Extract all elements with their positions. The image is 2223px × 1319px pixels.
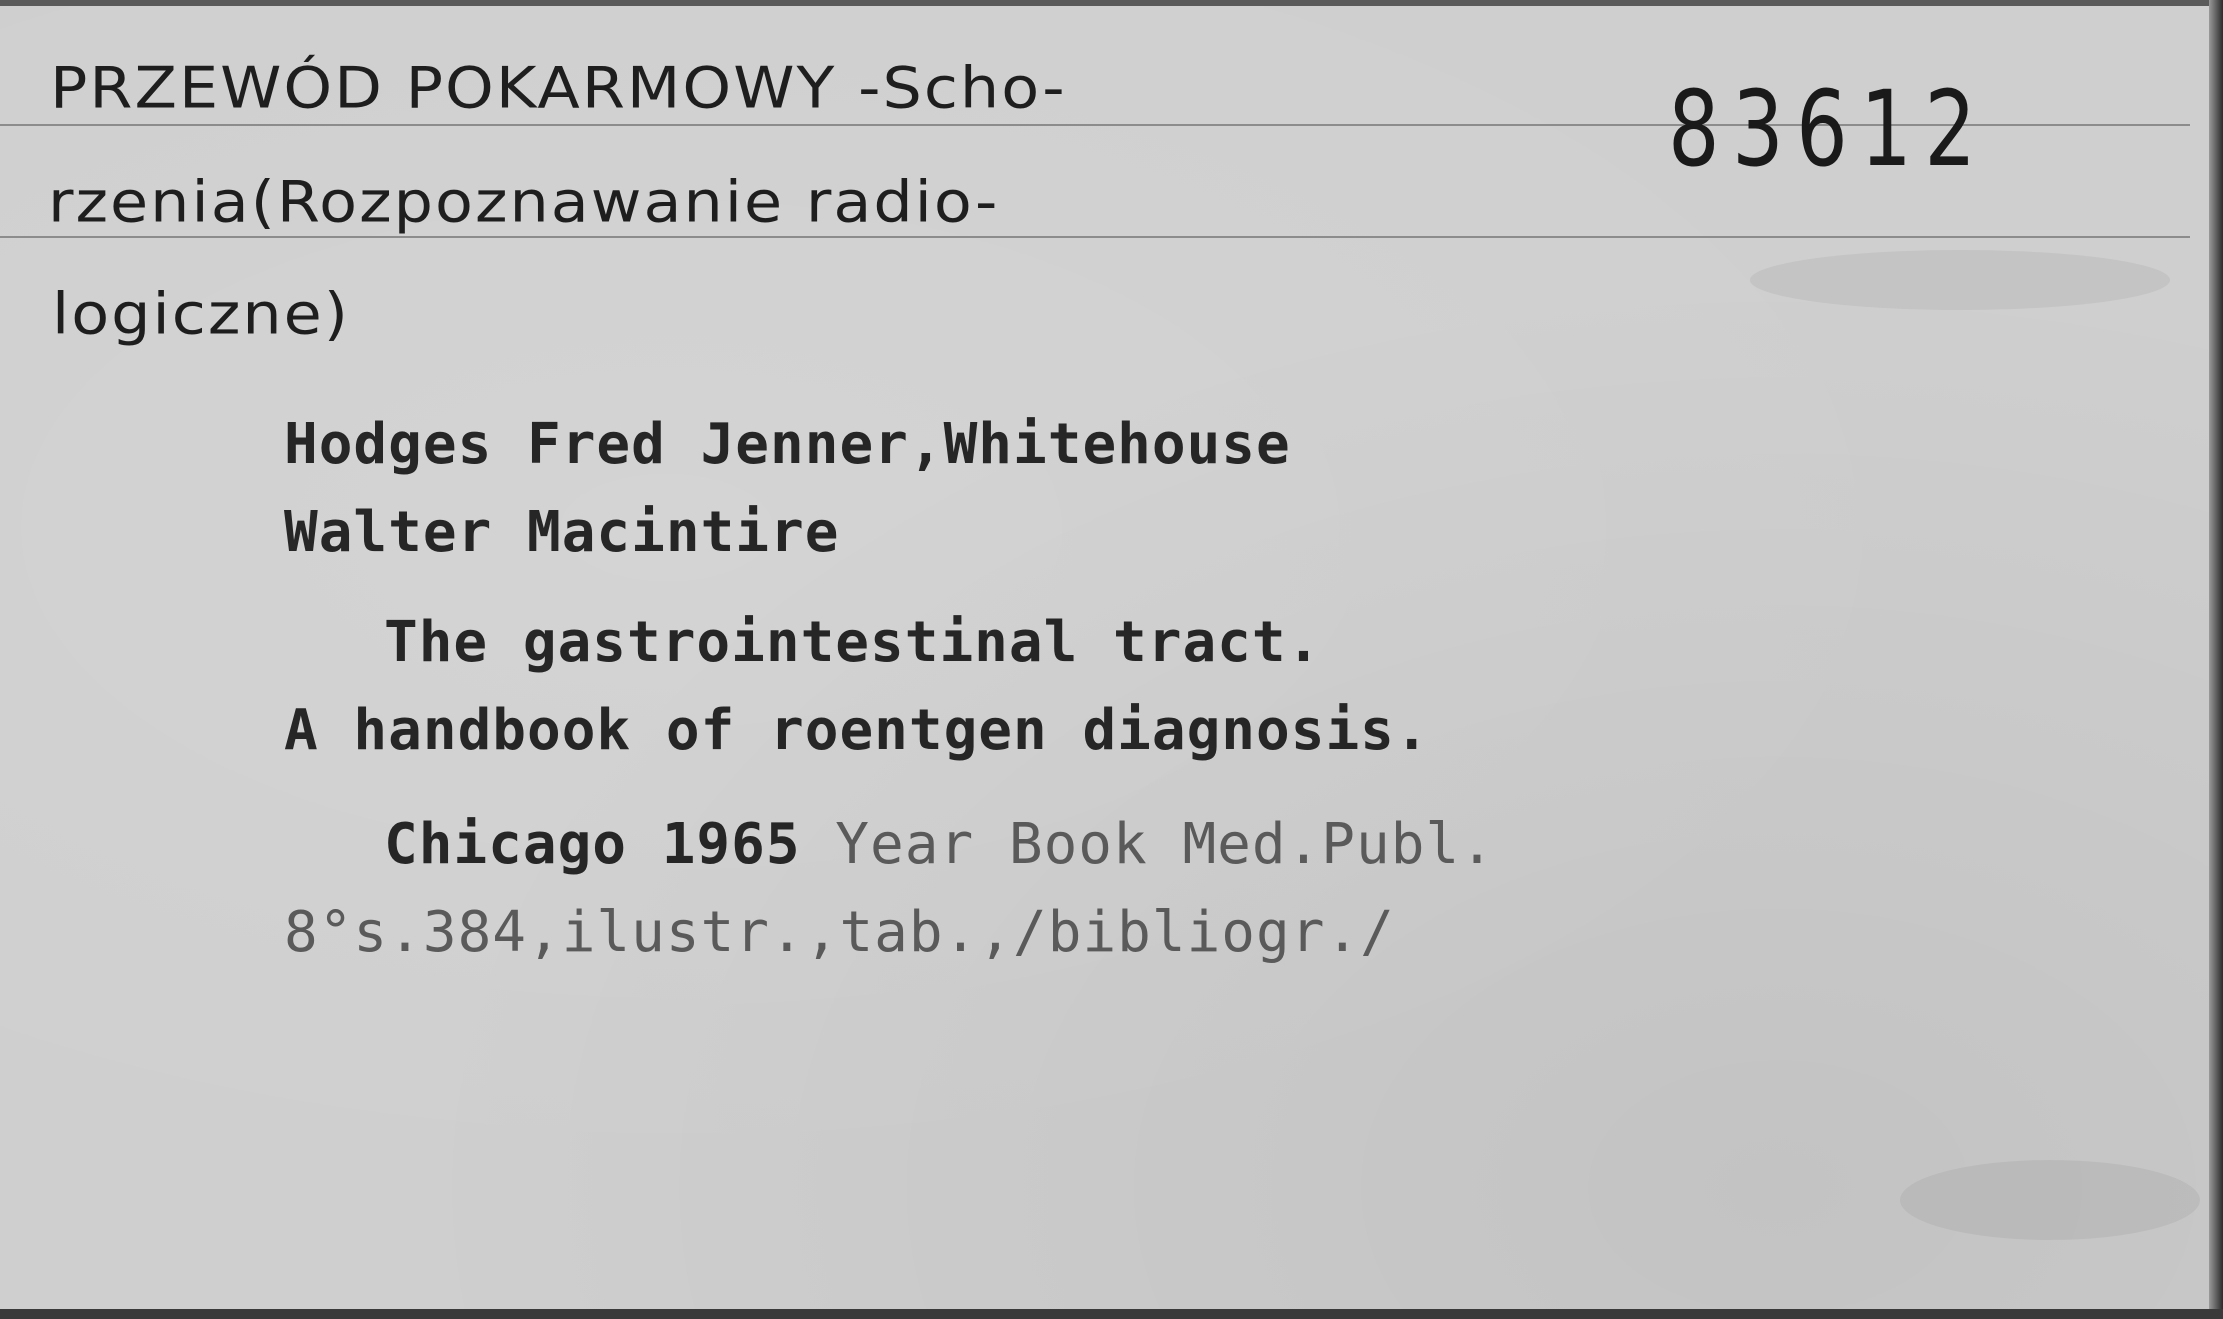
imprint-line-1 [384,812,1495,877]
imprint-place-year: Chicago 1965 [384,812,801,877]
ruled-line [0,236,2190,238]
card-right-edge [2209,0,2223,1319]
subject-heading-line-1: PRZEWÓD POKARMOWY -Scho- [50,54,1067,122]
title-line-2: A handbook of roentgen diagnosis. [284,698,1430,763]
card-top-edge [0,0,2223,6]
call-number: 83612 [1668,68,1989,190]
subject-heading-line-2: rzenia(Rozpoznawanie radio- [48,168,1000,236]
title-line-1: The gastrointestinal tract. [384,610,1322,675]
smudge [1900,1160,2200,1240]
smudge [1750,250,2170,310]
author-line-2: Walter Macintire [284,500,840,565]
imprint-line-2: 8°s.384,ilustr.,tab.,/bibliogr./ [284,900,1395,965]
subject-heading-line-3: logiczne) [52,280,350,348]
imprint-publisher: Year Book Med.Publ. [835,812,1495,877]
author-line-1: Hodges Fred Jenner,Whitehouse [284,412,1291,477]
card-bottom-edge [0,1309,2223,1319]
